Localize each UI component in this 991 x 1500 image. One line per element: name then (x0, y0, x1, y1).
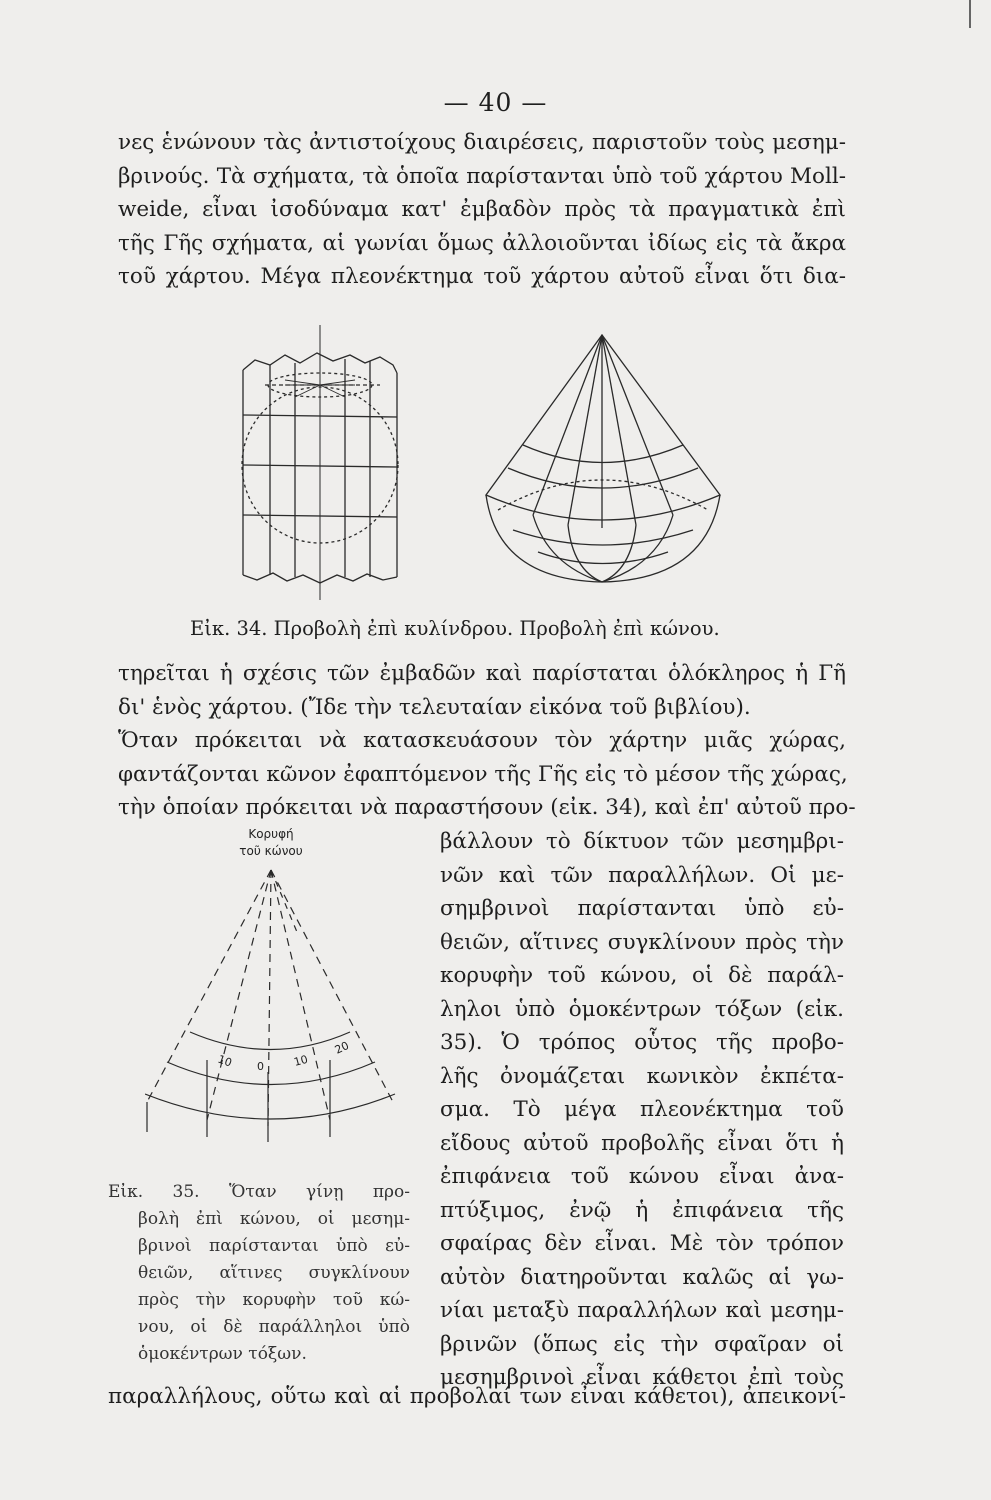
caption-line: πρὸς τὴν κορυφὴν τοῦ κώ- (138, 1290, 410, 1310)
text-line: κορυφὴν τοῦ κώνου, οἱ δὲ παράλ- (440, 963, 844, 988)
text-line: πτύξιμος, ἐνῷ ἡ ἐπιφάνεια τῆς (440, 1197, 844, 1223)
caption-line: θειῶν, αἵτινες συγκλίνουν (138, 1263, 410, 1283)
meridian-number: 10 (215, 1052, 234, 1070)
scan-edge-mark (969, 0, 971, 28)
figure34-caption: Εἰκ. 34. Προβολὴ ἐπὶ κυλίνδρου. Προβολὴ ἐπὶ κώνου. (190, 617, 720, 640)
text-line: Ὅταν πρόκειται νὰ κατασκευάσουν τὸν χάρτην μιᾶς χώρας, (118, 728, 846, 753)
top-paragraph (118, 126, 846, 294)
text-line: λῆς ὀνομάζεται κωνικὸν ἐκπέτα- (440, 1063, 844, 1089)
text-line: βάλλουν τὸ δίκτυον τῶν μεσημβρι- (440, 829, 844, 854)
figure35-caption (108, 1179, 410, 1368)
text-line: βρινούς. Τὰ σχήματα, τὰ ὁποῖα παρίστανται ὑπὸ τοῦ χάρτου Moll- (118, 163, 846, 189)
meridian-number: 0 (257, 1060, 264, 1073)
conic-development-figure (145, 822, 420, 1167)
text-line: 35). Ὁ τρόπος οὗτος τῆς προβο- (440, 1030, 844, 1055)
text-line: σημβρινοὶ παρίστανται ὑπὸ εὐ- (440, 896, 844, 921)
cylinder-projection-figure (225, 325, 415, 600)
apex-label-line1: Κορυφή (248, 827, 294, 841)
middle-paragraph (118, 657, 856, 825)
cone-projection-figure (478, 330, 728, 590)
apex-label-line2: τοῦ κώνου (239, 844, 303, 858)
text-line: θειῶν, αἵτινες συγκλίνουν πρὸς τὴν (440, 929, 844, 955)
caption-line: Εἰκ. 35. Ὅταν γίνῃ προ- (108, 1182, 410, 1202)
text-line: τηρεῖται ἡ σχέσις τῶν ἐμβαδῶν καὶ παρίσταται ὁλόκληρος ἡ Γῆ (118, 661, 846, 686)
text-line: βρινῶν (ὅπως εἰς τὴν σφαῖραν οἱ (440, 1331, 844, 1357)
text-line: weide, εἶναι ἰσοδύναμα κατ' ἐμβαδὸν πρὸς τὰ πραγματικὰ ἐπὶ (118, 197, 846, 222)
text-line: νες ἑνώνουν τὰς ἀντιστοίχους διαιρέσεις, παριστοῦν τοὺς μεσημ- (118, 130, 846, 155)
text-line: ἐπιφάνεια τοῦ κώνου εἶναι ἀνα- (440, 1164, 844, 1189)
text-line: δι' ἑνὸς χάρτου. (Ἴδε τὴν τελευταίαν εἰκόνα τοῦ βιβλίου). (118, 694, 751, 720)
text-line: μεσημβρινοὶ εἶναι κάθετοι ἐπὶ τοὺς (440, 1365, 844, 1390)
caption-line: βολὴ ἐπὶ κώνου, οἱ μεσημ- (138, 1209, 410, 1229)
text-line: νῶν καὶ τῶν παραλλήλων. Οἱ με- (440, 862, 844, 888)
right-column-paragraph (440, 825, 844, 1395)
page-number: — 40 — (443, 88, 548, 117)
text-line: σφαίρας δὲν εἶναι. Μὲ τὸν τρόπον (440, 1231, 844, 1256)
caption-line: ὁμοκέντρων τόξων. (138, 1344, 307, 1364)
text-line: νίαι μεταξὺ παραλλήλων καὶ μεσημ- (440, 1298, 844, 1323)
text-line: ληλοι ὑπὸ ὁμοκέντρων τόξων (εἰκ. (440, 996, 844, 1022)
text-line: τὴν ὁποίαν πρόκειται νὰ παραστήσουν (εἰκ. 34), καὶ ἐπ' αὐτοῦ προ- (118, 795, 856, 820)
text-line: παραλλήλους, οὕτω καὶ αἱ προβολαί των εἶναι κάθετοι), ἀπεικονί- (108, 1384, 846, 1409)
text-line: εἴδους αὐτοῦ προβολῆς εἶναι ὅτι ἡ (440, 1130, 844, 1156)
caption-line: βρινοὶ παρίστανται ὑπὸ εὐ- (138, 1236, 410, 1256)
meridian-number: 10 (292, 1052, 310, 1069)
text-line: αὐτὸν διατηροῦνται καλῶς αἱ γω- (440, 1264, 844, 1290)
text-line: τοῦ χάρτου. Μέγα πλεονέκτημα τοῦ χάρτου αὐτοῦ εἶναι ὅτι δια- (118, 264, 846, 289)
text-line: σμα. Τὸ μέγα πλεονέκτημα τοῦ (440, 1097, 844, 1122)
caption-line: νου, οἱ δὲ παράλληλοι ὑπὸ (138, 1317, 410, 1337)
meridian-number: 20 (332, 1039, 351, 1057)
text-line: φαντάζονται κῶνον ἐφαπτόμενον τῆς Γῆς εἰς τὸ μέσον τῆς χώρας, (118, 761, 848, 787)
bottom-paragraph (108, 1380, 846, 1414)
text-line: τῆς Γῆς σχήματα, αἱ γωνίαι ὅμως ἀλλοιοῦνται ἰδίως εἰς τὰ ἄκρα (118, 230, 846, 256)
